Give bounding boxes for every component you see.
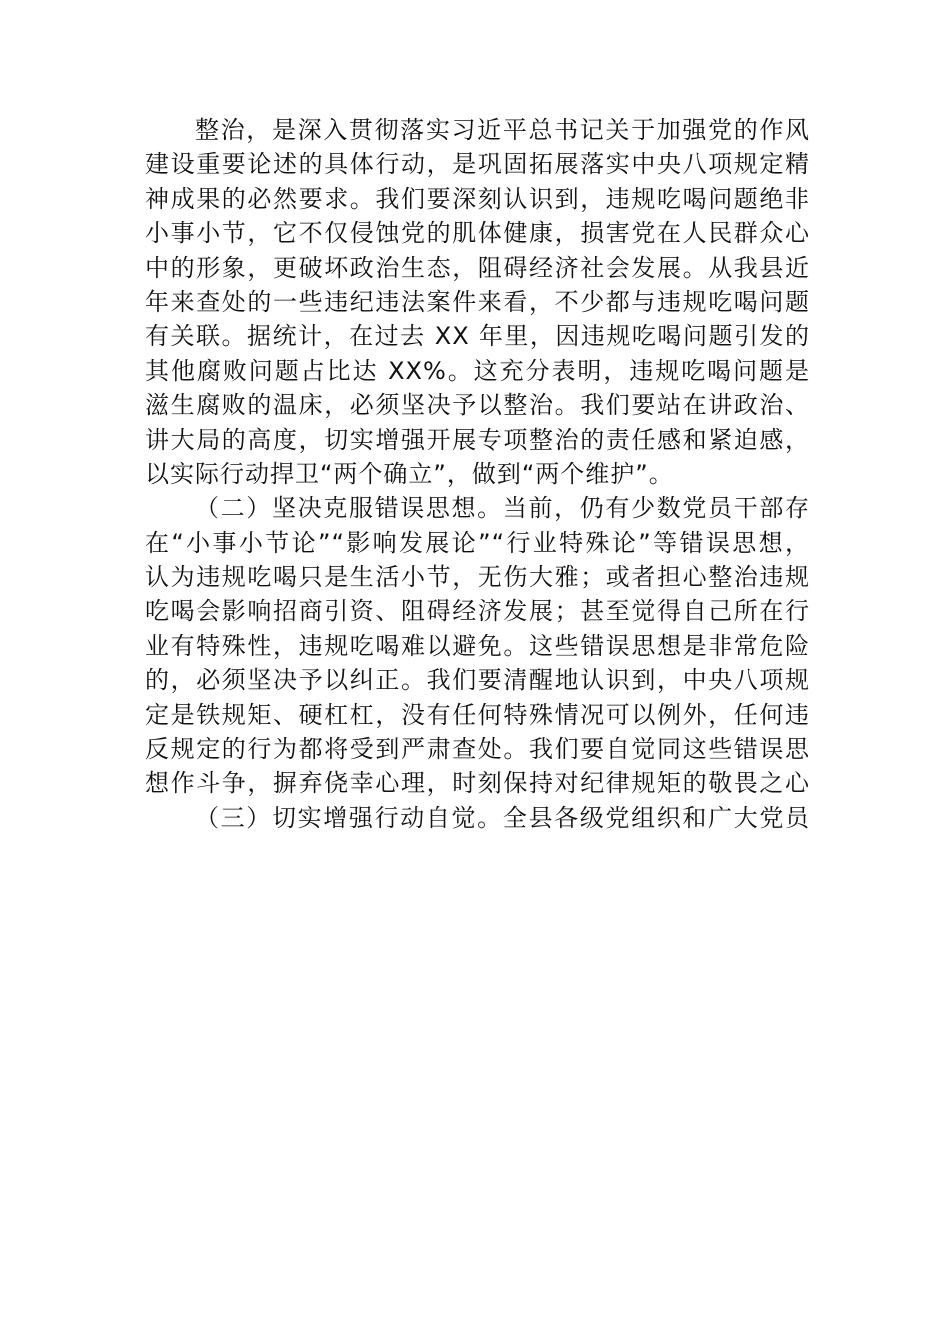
paragraph-1-line-9: 滋生腐败的温床，必须坚决予以整治。我们要站在讲政治、	[145, 391, 810, 420]
paragraph-1-line-1: 整治，是深入贯彻落实习近平总书记关于加强党的作风	[195, 116, 810, 144]
paragraph-2-line-4: 吃喝会影响招商引资、阻碍经济发展；甚至觉得自己所在行	[145, 597, 810, 626]
paragraph-2-line-9: 想作斗争，摒弃侥幸心理，时刻保持对纪律规矩的敬畏之心	[145, 769, 810, 798]
paragraph-3-line-1: （三）切实增强行动自觉。全县各级党组织和广大党员	[195, 803, 810, 832]
document-body	[145, 113, 810, 835]
paragraph-1-line-2: 建设重要论述的具体行动，是巩固拓展落实中央八项规定精	[145, 150, 810, 179]
paragraph-1-line-3: 神成果的必然要求。我们要深刻认识到，违规吃喝问题绝非	[145, 184, 810, 213]
paragraph-1-line-5: 中的形象，更破坏政治生态，阻碍经济社会发展。从我县近	[145, 253, 810, 282]
paragraph-2-line-6: 的，必须坚决予以纠正。我们要清醒地认识到，中央八项规	[145, 666, 810, 695]
paragraph-2-line-3: 认为违规吃喝只是生活小节，无伤大雅；或者担心整治违规	[145, 563, 810, 592]
paragraph-2-line-8: 反规定的行为都将受到严肃查处。我们要自觉同这些错误思	[145, 735, 810, 764]
paragraph-1-line-6: 年来查处的一些违纪违法案件来看，不少都与违规吃喝问题	[145, 287, 810, 316]
paragraph-1-line-10: 讲大局的高度，切实增强开展专项整治的责任感和紧迫感，	[145, 425, 810, 454]
paragraph-2-line-5: 业有特殊性，违规吃喝难以避免。这些错误思想是非常危险	[145, 631, 810, 660]
paragraph-1-line-8: 其他腐败问题占比达 XX%。这充分表明，违规吃喝问题是	[145, 356, 810, 385]
paragraph-1-line-11: 以实际行动捍卫“两个确立”，做到“两个维护”。	[145, 459, 674, 488]
paragraph-2-line-1: （二）坚决克服错误思想。当前，仍有少数党员干部存	[195, 494, 810, 523]
paragraph-2-line-2: 在“小事小节论”“影响发展论”“行业特殊论”等错误思想，	[145, 528, 810, 557]
paragraph-1-line-7: 有关联。据统计，在过去 XX 年里，因违规吃喝问题引发的	[145, 322, 810, 351]
paragraph-1-line-4: 小事小节，它不仅侵蚀党的肌体健康，损害党在人民群众心	[145, 219, 810, 248]
paragraph-2-line-7: 定是铁规矩、硬杠杠，没有任何特殊情况可以例外，任何违	[145, 700, 810, 729]
